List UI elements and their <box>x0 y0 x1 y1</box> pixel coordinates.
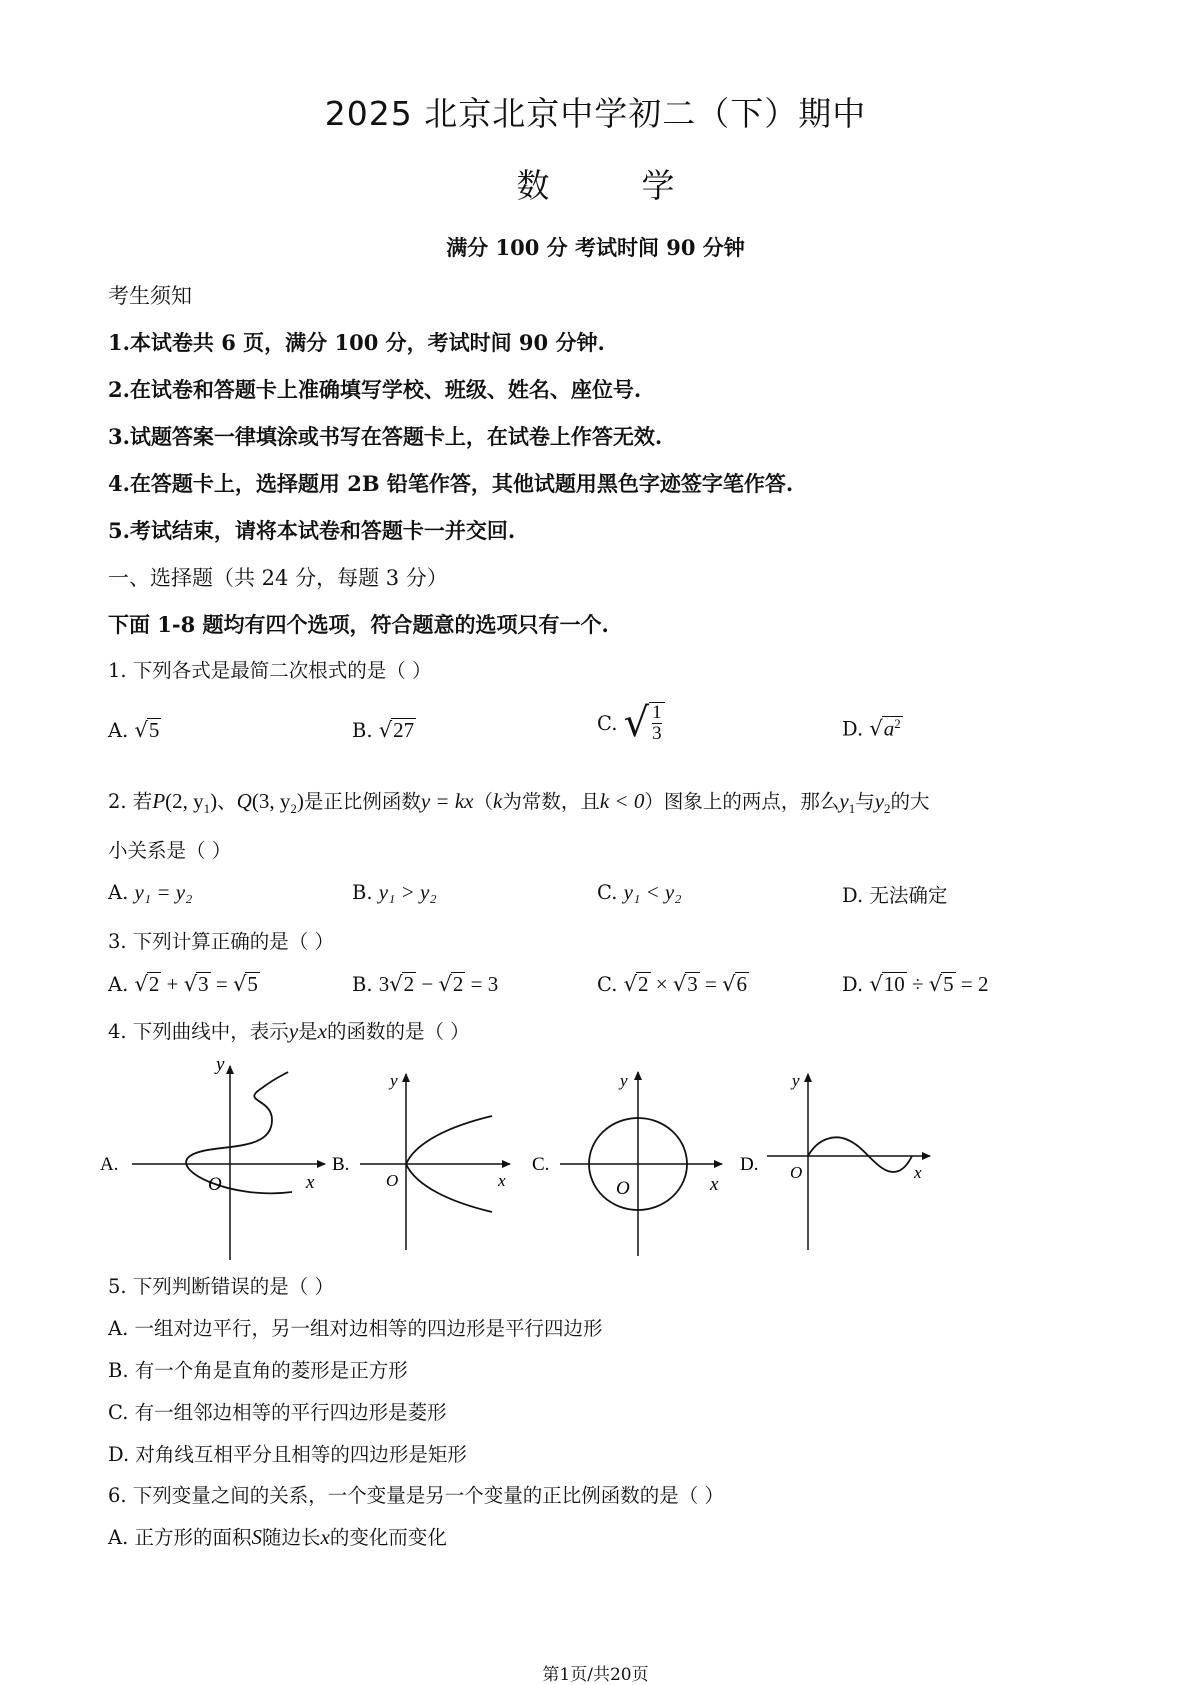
radicand: 5 <box>247 972 258 996</box>
condition: k < 0 <box>599 789 645 813</box>
fraction-denominator: 3 <box>652 723 662 744</box>
option-label: D. <box>842 884 864 907</box>
var-x: x <box>320 1525 330 1549</box>
sqrt-symbol: √ <box>722 972 736 996</box>
q3-option-a <box>108 972 260 997</box>
point-p-args: (2, y <box>165 789 204 813</box>
q6-stem: 6. 下列变量之间的关系，一个变量是另一个变量的正比例函数的是（ ） <box>108 1484 725 1507</box>
operator: ÷ <box>906 972 929 996</box>
q5-option-d: D. 对角线互相平分且相等的四边形是矩形 <box>108 1443 467 1466</box>
option-expr: y₁ > y₂ <box>378 880 437 904</box>
section1-instruction: 下面 1-8 题均有四个选项，符合题意的选项只有一个. <box>108 612 609 637</box>
radicand: 2 <box>452 972 464 996</box>
sqrt-symbol: √ <box>438 972 452 996</box>
section1-heading: 一、选择题（共 24 分，每题 3 分） <box>108 566 448 590</box>
operator: = <box>210 972 233 996</box>
q2-text: 与 <box>855 790 875 813</box>
subscript: 2 <box>884 800 891 816</box>
q2-text: 为常数，且 <box>502 790 600 813</box>
q2-text: 、 <box>217 790 237 813</box>
option-label: A. <box>108 881 129 904</box>
option-label: C. <box>597 711 618 735</box>
axis-y-label: y <box>390 1071 398 1090</box>
paren: ) <box>296 789 304 813</box>
q2-text: 2. 若 <box>108 790 153 813</box>
q6-text: 随边长 <box>261 1526 321 1549</box>
sqrt-symbol: √ <box>869 972 883 996</box>
radicand <box>882 716 903 741</box>
q5-stem: 5. 下列判断错误的是（ ） <box>108 1275 335 1298</box>
q1-option-d <box>842 716 903 741</box>
sqrt-symbol: √ <box>389 972 403 996</box>
graph-label: A. <box>100 1154 119 1175</box>
q6-text: 的变化而变化 <box>329 1526 447 1549</box>
radicand: 5 <box>148 718 160 742</box>
operator: × <box>650 972 673 996</box>
q4-text: 4. 下列曲线中，表示 <box>108 1020 289 1043</box>
q2-option-c <box>597 880 682 905</box>
radicand: 6 <box>736 972 747 996</box>
graph-c <box>532 1071 722 1256</box>
option-label: D. <box>842 973 864 996</box>
fraction <box>649 702 665 744</box>
q6-option-a <box>108 1522 447 1550</box>
q2-stem-line2: 小关系是（ ） <box>108 839 232 862</box>
graph-label: B. <box>332 1154 350 1175</box>
option-label: C. <box>597 973 618 996</box>
q5-option-c: C. 有一组邻边相等的平行四边形是菱形 <box>108 1401 447 1424</box>
q2-text: （ <box>473 790 493 813</box>
q6-text: A. 正方形的面积 <box>108 1526 252 1549</box>
fraction-numerator: 1 <box>652 702 662 724</box>
q5-option-a: A. 一组对边平行，另一组对边相等的四边形是平行四边形 <box>108 1317 603 1340</box>
operator: = 3 <box>465 972 499 996</box>
exam-title: 2025 北京北京中学初二（下）期中 <box>324 94 867 133</box>
graph-d <box>740 1071 930 1250</box>
page-number: 第1页/共20页 <box>542 1665 649 1685</box>
operator: = 2 <box>955 972 989 996</box>
radicand: 5 <box>943 972 954 996</box>
coefficient: 3 <box>378 972 390 996</box>
axis-y-label: y <box>620 1071 628 1090</box>
graph-b <box>332 1071 510 1250</box>
var-y2: y <box>874 789 885 813</box>
var-y: y <box>288 1019 299 1043</box>
q1-option-c <box>597 700 665 746</box>
axis-x-label: x <box>498 1171 506 1190</box>
notice-item-1: 1.本试卷共 6 页，满分 100 分，考试时间 90 分钟. <box>108 330 605 355</box>
radicand: 3 <box>687 972 698 996</box>
q5-option-b: B. 有一个角是直角的菱形是正方形 <box>108 1359 408 1382</box>
operator: − <box>416 972 439 996</box>
option-label: B. <box>352 719 373 742</box>
axis-x-label: x <box>306 1172 315 1193</box>
sqrt-symbol: √ <box>623 700 650 746</box>
point-q: Q <box>236 789 252 813</box>
sqrt-symbol: √ <box>869 716 883 741</box>
q4-text: 的函数的是（ ） <box>326 1020 470 1043</box>
option-label: A. <box>108 719 129 742</box>
radicand-exponent: 2 <box>894 716 901 731</box>
option-label: B. <box>352 881 373 904</box>
sqrt-symbol: √ <box>232 972 247 996</box>
radicand: 2 <box>638 972 649 996</box>
sqrt-symbol: √ <box>928 972 943 996</box>
q3-option-d <box>842 972 989 997</box>
var-y1: y <box>839 789 849 813</box>
paren: ) <box>210 789 218 813</box>
axis-y-label: y <box>216 1060 225 1075</box>
q2-stem <box>108 786 930 817</box>
graph-a <box>100 1060 325 1260</box>
radicand: 2 <box>403 972 415 996</box>
s-curve <box>186 1072 292 1193</box>
graph-label: C. <box>532 1154 550 1175</box>
subject-title: 数学 <box>516 166 767 205</box>
subscript: 1 <box>848 800 856 816</box>
var-k: k <box>493 789 503 813</box>
origin-label: O <box>386 1171 399 1190</box>
q2-text: ）图象上的两点，那么 <box>644 790 840 813</box>
sqrt-symbol: √ <box>183 972 198 996</box>
notice-heading: 考生须知 <box>108 284 192 308</box>
q1-option-a <box>108 718 161 742</box>
q4-graphs-figure <box>100 1060 940 1260</box>
origin-label: O <box>208 1174 222 1195</box>
radicand: 27 <box>393 718 415 742</box>
subscript: 1 <box>203 800 211 816</box>
option-label: A. <box>108 973 129 996</box>
radicand: 3 <box>198 972 209 996</box>
axis-y-label: y <box>792 1071 800 1090</box>
sqrt-symbol: √ <box>134 972 148 996</box>
point-p: P <box>152 789 166 813</box>
radicand: 10 <box>883 972 905 996</box>
axis-x-label: x <box>710 1174 719 1195</box>
option-label: D. <box>842 717 864 741</box>
option-label: B. <box>352 973 373 996</box>
option-label: C. <box>597 881 618 904</box>
q2-text: 是正比例函数 <box>303 790 421 813</box>
graph-label: D. <box>740 1154 759 1175</box>
q2-option-b <box>352 880 437 905</box>
q4-stem <box>108 1016 470 1044</box>
notice-item-3: 3.试题答案一律填涂或书写在答题卡上，在试卷上作答无效. <box>108 424 663 449</box>
sqrt-symbol: √ <box>623 972 638 996</box>
q2-text: 的大 <box>890 790 930 813</box>
equation: y = kx <box>420 789 474 813</box>
q3-option-b <box>352 972 498 997</box>
radicand-base: a <box>883 716 895 741</box>
option-expr: y₁ = y₂ <box>134 880 193 904</box>
q3-option-c <box>597 972 749 997</box>
q1-stem: 1. 下列各式是最简二次根式的是（ ） <box>108 659 432 682</box>
option-text: 无法确定 <box>869 884 948 907</box>
sqrt-symbol: √ <box>378 718 393 742</box>
sqrt-symbol: √ <box>134 718 148 742</box>
var-s: S <box>251 1525 262 1549</box>
q1-option-b <box>352 718 416 742</box>
axis-x-label: x <box>914 1163 922 1182</box>
option-expr: y₁ < y₂ <box>623 880 682 904</box>
operator: = <box>699 972 723 996</box>
radicand: 2 <box>148 972 160 996</box>
subscript: 2 <box>290 800 297 816</box>
point-q-args: (3, y <box>251 789 291 813</box>
var-x: x <box>317 1019 327 1043</box>
q2-option-d <box>842 880 947 908</box>
notice-item-2: 2.在试卷和答题卡上准确填写学校、班级、姓名、座位号. <box>108 377 642 402</box>
sqrt-symbol: √ <box>672 972 687 996</box>
wave-curve <box>808 1137 912 1172</box>
q2-option-a <box>108 880 192 905</box>
q3-stem: 3. 下列计算正确的是（ ） <box>108 930 335 953</box>
origin-label: O <box>616 1178 630 1199</box>
notice-item-5: 5.考试结束，请将本试卷和答题卡一并交回. <box>108 518 516 543</box>
operator: + <box>161 972 184 996</box>
origin-label: O <box>790 1163 803 1182</box>
notice-item-4: 4.在答题卡上，选择题用 2B 铅笔作答，其他试题用黑色字迹签字笔作答. <box>108 471 794 496</box>
exam-meta: 满分 100 分 考试时间 90 分钟 <box>446 235 745 260</box>
q4-text: 是 <box>298 1020 318 1043</box>
